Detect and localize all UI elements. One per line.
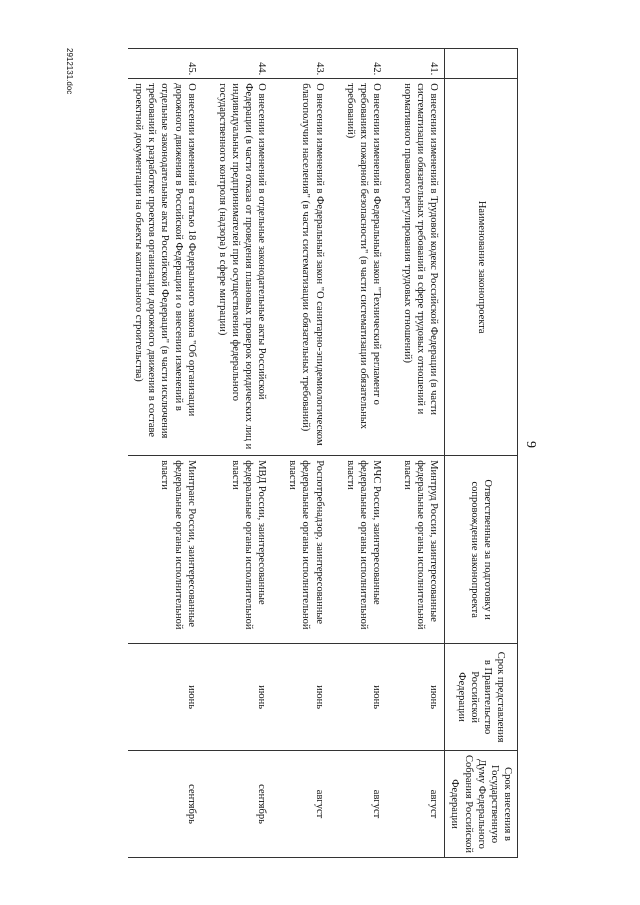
row-number: 43.: [282, 49, 339, 79]
gov-deadline: июнь: [282, 644, 339, 751]
header-duma-deadline: Срок внесения в Государственную Думу Федерального Собрания Российской Федерации: [445, 751, 518, 858]
header-responsible: Ответственные за подготовку и сопровождение законопроекта: [445, 456, 518, 644]
bill-name: О внесении изменений в отдельные законодательные акты Российской Федерации (в части отказа от проведения плановых проверок юридических лиц и индивидуальных предпринимателей при осуществлении федерального государственного контроля (надзора) в сфере миграции): [212, 79, 283, 456]
duma-deadline: август: [340, 751, 397, 858]
footer-filename: 2912131.doc: [65, 48, 74, 95]
bill-name: О внесении изменений в статью 18 Федерального закона "Об организации дорожного движения в Российской Федерации и о внесении изменений в отдельные законодательные акты Российской Федерации" (в части исключения требований к разработке проектов организации дорожного движения в составе проектной документации на объекты капитального строительства): [128, 79, 212, 456]
bill-name: О внесении изменений в Федеральный закон "О санитарно-эпидемиологическом благополучии населения" (в части систематизации обязательных требований): [282, 79, 339, 456]
legislation-plan-table: [128, 48, 518, 858]
bill-name: О внесении изменений в Федеральный закон "Технический регламент о требованиях пожарной безопасности" (в части систематизации обязательных требований): [340, 79, 397, 456]
row-number: 41.: [397, 49, 445, 79]
responsible-agency: МВД России, заинтересованные федеральные органы исполнительной власти: [212, 456, 283, 644]
gov-deadline: июнь: [212, 644, 283, 751]
duma-deadline: сентябрь: [128, 751, 212, 858]
row-number: 44.: [212, 49, 283, 79]
page-number: 9: [523, 441, 538, 448]
table-row: [340, 49, 397, 858]
gov-deadline: июнь: [397, 644, 445, 751]
table-row: [128, 49, 212, 858]
bill-name: О внесении изменений в Трудовой кодекс Российской Федерации (в части систематизации обязательных требований в сфере трудовых отношений и нормативного правового регулирования трудовых отношений): [397, 79, 445, 456]
responsible-agency: Минтруд России, заинтересованные федеральные органы исполнительной власти: [397, 456, 445, 644]
row-number: 42.: [340, 49, 397, 79]
responsible-agency: МЧС России, заинтересованные федеральные органы исполнительной власти: [340, 456, 397, 644]
responsible-agency: Роспотребнадзор, заинтересованные федеральные органы исполнительной власти: [282, 456, 339, 644]
gov-deadline: июнь: [128, 644, 212, 751]
row-number: 45.: [128, 49, 212, 79]
duma-deadline: август: [397, 751, 445, 858]
table-row: [397, 49, 445, 858]
duma-deadline: август: [282, 751, 339, 858]
table-header-row: [445, 49, 518, 858]
responsible-agency: Минтранс России, заинтересованные федеральные органы исполнительной власти: [128, 456, 212, 644]
table-row: [282, 49, 339, 858]
header-number: [445, 49, 518, 79]
table-row: [212, 49, 283, 858]
header-gov-deadline: Срок представления в Правительство Российской Федерации: [445, 644, 518, 751]
duma-deadline: сентябрь: [212, 751, 283, 858]
gov-deadline: июнь: [340, 644, 397, 751]
header-name: Наименование законопроекта: [445, 79, 518, 456]
rotated-landscape-content: [58, 36, 548, 871]
